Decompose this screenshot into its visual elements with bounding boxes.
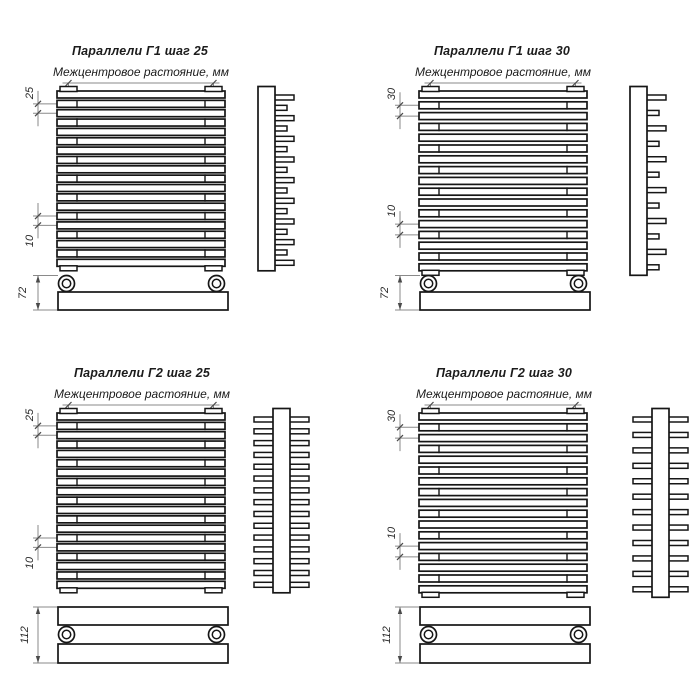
dim-step-value: 25 — [24, 408, 36, 422]
dim-step-value: 30 — [386, 87, 398, 101]
dim-gap-value: 10 — [24, 556, 36, 570]
diagram-title: Параллели Г1 шаг 30 — [433, 44, 571, 58]
dim-gap-value: 10 — [386, 526, 398, 540]
center-distance-label: Межцентровое растояние, мм — [54, 387, 230, 401]
dim-gap-value: 10 — [386, 204, 398, 218]
diagram-title: Параллели Г2 шаг 30 — [435, 366, 573, 380]
dim-depth-value: 72 — [379, 286, 391, 300]
center-distance-label: Межцентровое растояние, мм — [415, 65, 591, 79]
dim-depth-value: 112 — [381, 626, 393, 644]
dim-gap-value: 10 — [24, 234, 36, 248]
dim-depth-value: 112 — [19, 626, 31, 644]
center-distance-label: Межцентровое растояние, мм — [416, 387, 592, 401]
diagram-title: Параллели Г2 шаг 25 — [73, 366, 211, 380]
dim-step-value: 30 — [386, 409, 398, 423]
dim-depth-value: 72 — [17, 286, 29, 300]
center-distance-label: Межцентровое растояние, мм — [53, 65, 229, 79]
dim-step-value: 25 — [24, 86, 36, 100]
diagram-title: Параллели Г1 шаг 25 — [71, 44, 209, 58]
